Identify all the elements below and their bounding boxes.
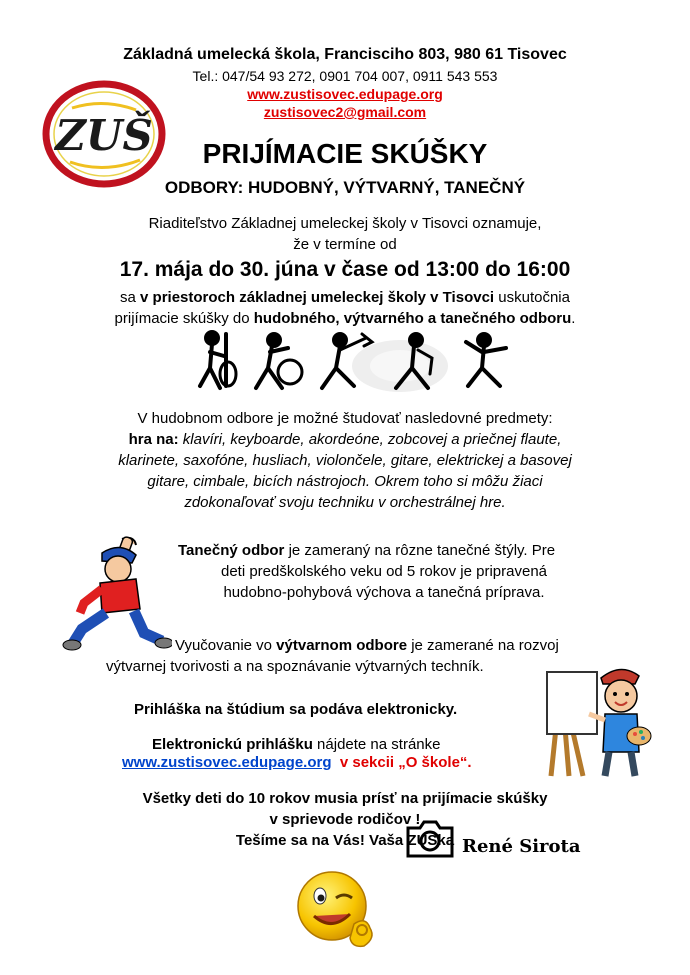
application-line-3 (122, 753, 472, 773)
text: sa (120, 289, 141, 306)
website-link[interactable]: www.zustisovec.edupage.org (247, 86, 443, 102)
phone-numbers: Tel.: 047/54 93 272, 0901 704 007, 0911 543 553 (192, 68, 498, 84)
school-logo (42, 78, 166, 190)
painter-boy-illustration (543, 660, 653, 778)
intro-line-2: že v termíne od (293, 236, 397, 253)
page-title: PRIJÍMACIE SKÚŠKY (202, 138, 488, 169)
musicians-illustration (190, 328, 520, 400)
art-line-1 (175, 636, 559, 656)
closing-line-3: Tešíme sa na Vás! Vaša ZUŠka (235, 832, 455, 849)
application-info: Prihláška na štúdium sa podáva elektronicky. (134, 701, 458, 718)
closing-line-2: v sprievode rodičov ! (269, 811, 421, 828)
music-line-5: zdokonaľovať svoju techniku v orchestrálnej hre. (184, 494, 506, 511)
application-website-link[interactable]: www.zustisovec.edupage.org (122, 754, 332, 771)
text: uskutočnia (494, 289, 570, 306)
text: prijímacie skúšky do (114, 310, 254, 327)
text: je zamerané na rozvoj (407, 637, 559, 654)
music-lead: hra na: (128, 431, 179, 448)
school-name: Základná umelecká škola, Francisciho 803, 980 61 Tisovec (123, 46, 567, 63)
art-line-2: výtvarnej tvorivosti a na spoznávanie výtvarných techník. (106, 658, 484, 675)
text: je zameraný na rôzne tanečné štýly. Pre (284, 542, 556, 559)
section-text: v sekcii „O škole“. (339, 754, 472, 771)
logo-text: ZUŠ (55, 111, 153, 160)
dancer-boy-illustration (62, 533, 172, 653)
music-line-1: V hudobnom odbore je možné študovať nasledovné predmety: (137, 410, 553, 427)
intro-line-3 (0, 288, 690, 308)
intro-line-1: Riaditeľstvo Základnej umeleckej školy v Tisovci oznamuje, (148, 215, 542, 232)
dance-line-3: hudobno-pohybová výchova a tanečná príprava. (223, 584, 545, 601)
page-subtitle: ODBORY: HUDOBNÝ, VÝTVARNÝ, TANEČNÝ (164, 178, 526, 197)
art-lead: výtvarnom odbore (276, 637, 408, 654)
text: nájdete na stránke (312, 736, 441, 753)
email-link[interactable]: zustisovec2@gmail.com (263, 104, 427, 120)
camera-icon (404, 818, 456, 860)
text: klavíri, keyboarde, akordeóne, zobcovej a priečnej flaute, (178, 431, 562, 448)
dance-lead: Tanečný odbor (178, 542, 285, 559)
application-line-2 (152, 735, 440, 755)
text: Vyučovanie vo (175, 637, 277, 654)
text: . (571, 310, 576, 327)
exam-dates: 17. mája do 30. júna v čase od 13:00 do 16:00 (119, 258, 571, 281)
dance-line-1 (178, 541, 628, 561)
intro-line-4 (0, 309, 690, 329)
music-line-2 (0, 430, 690, 450)
music-line-4: gitare, cimbale, bicích nástrojoch. Okrem toho si môžu žiaci (147, 473, 543, 490)
dance-line-2: deti predškolského veku od 5 rokov je pripravená (220, 563, 548, 580)
photo-credit: René Sirota (462, 836, 581, 857)
music-line-3: klarinete, saxofóne, husliach, violončele, gitare, elektrickej a basovej (118, 452, 572, 469)
departments-text: hudobného, výtvarného a tanečného odboru (253, 310, 572, 327)
closing-line-1: Všetky deti do 10 rokov musia prísť na prijímacie skúšky (142, 790, 548, 807)
winking-smiley-icon (292, 868, 380, 954)
text: Elektronickú prihlášku (152, 736, 313, 753)
location-text: v priestoroch základnej umeleckej školy v Tisovci (140, 289, 495, 306)
